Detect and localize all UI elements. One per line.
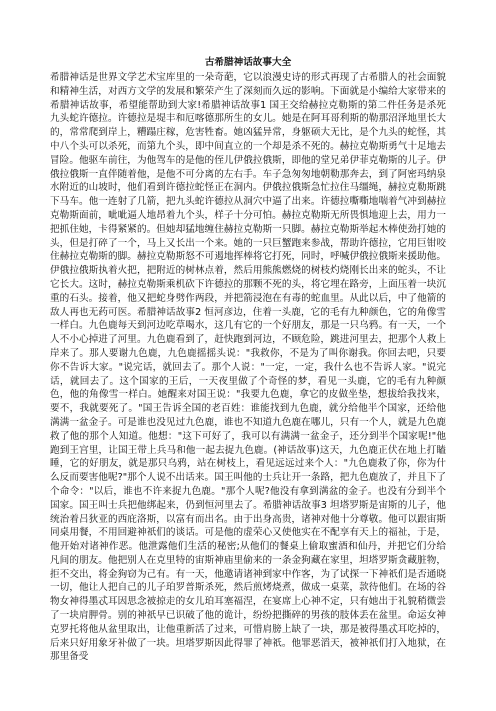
- document-body: 希腊神话是世界文学艺术宝库里的一朵奇葩，它以浪漫史诗的形式再现了古希腊人的社会面貌和精神生活，对西方文学的发展和繁荣产生了深刻而久远的影响。下面就是小编给大家带来的希腊神话故事，希望能帮助到大家!希腊神话故事1 国王交给赫拉克勒斯的第二件任务是杀死九头蛇许德拉。许德拉是堤丰和厄喀德那所生的女儿。她是在阿耳哥利斯的勒那沼泽地里长大的，常常爬到岸上，糟蹋庄稼，危害牲畜。她凶猛异常，身躯硕大无比，是个九头的蛇怪，其中八个头可以杀死，而第九个头，即中间直立的一个却是杀不死的。赫拉克勒斯勇气十足地去冒险。他驱车前往，为他驾车的是他的侄儿伊俄拉俄斯，即他的堂兄弟伊菲克勒斯的儿子。伊俄拉俄斯一直伴随着他，是他不可分离的左右手。车子急匆匆地朝勒那奔去，到了阿密玛纳泉水附近的山坡时，他们看到许德拉蛇怪正在洞内。伊俄拉俄斯急忙拉住马缰绳，赫拉克勒斯跳下马车。他一连射了几箭，把九头蛇许德拉从洞穴中逼了出来。许德拉嘶嘶地喘着气冲到赫拉克勒斯面前，呲呲逼人地昂着九个头，样子十分可怕。赫拉克勒斯无所畏惧地迎上去，用力一把抓住她，卡得紧紧的。但她却猛地缠住赫拉克勒斯一只脚。赫拉克勒斯举起木棒使劲打她的头，但是打碎了一个，马上又长出一个来。她的一只巨蟹跑来参战，帮助许德拉，它用巨钳咬住赫拉克勒斯的脚。赫拉克勒斯怒不可遏地挥棒将它打死，同时，呼喊伊俄拉俄斯来援助他。伊俄拉俄斯执着火把，把附近的树林点着，然后用熊熊燃烧的树枝灼烧刚长出来的蛇头，不让它长大。这时，赫拉克勒斯乘机砍下许德拉的那颗不死的头，将它埋在路旁，上面压着一块沉重的石头。接着，他又把蛇身劈作两段，并把箭浸泡在有毒的蛇血里。从此以后，中了他箭的敌人再也无药可医。希腊神话故事2 恒河彦边，住着一头鹿，它的毛有九种颜色，它的角像雪一样白。九色鹿每天到河边吃草喝水，这几有它的一个好朋友，那是一只乌鸦。有一天，一个人不小心掉进了河里。九色鹿看到了，赶快跑到河边，不顾危险，跳进河里去，把那个人救上岸来了。那人要谢九色鹿，九色鹿摇摇头说："我救你，不是为了叫你谢我。你回去吧，只要你不告诉大家。"说完话，就回去了。那个人说："一定，一定，我什么也不告诉人家。"说完话，就回去了。这个国家的王后，一天夜里做了个奇怪的梦，看见一头鹿，它的毛有九种颜色，他的角像雪一样白。她醒来对国王说："我要九色鹿，拿它的皮做坐垫，想拔给我找来，要不，我就要死了。"国王告诉全国的老百姓：谁能找到九色鹿，就分给他半个国家，还给他满满一盆金子。可是谁也没见过九色鹿，谁也不知道九色鹿在哪儿，只有一个人，就是九色鹿救了他的那个人知道。他想："这下可好了，我可以有满满一盆金子，还分到半个国家呢!"他跑到王宫里，让国王带上兵马和他一起去捉九色鹿。(神话故事)这天，九色鹿正伏在地上打瞌睡，它的好朋友，就是那只乌鸦，站在树枝上，看见远远过来个人："九色鹿救了你，你为什么反而要害他呢?"那个人说不出话来。国王叫他的士兵让开一条路，把九色鹿放了，并且下了个命令："以后，谁也不许来捉九色鹿。"那个人呢?他没有拿到满盆的金子。也没有分到半个国家。国王叫士兵把他绑起来，仍到恒河里去了。希腊神话故事3 坦塔罗斯是宙斯的儿子，他统治着吕狄亚的西庇洛斯，以富有而出名。由于出身高贵，诸神对他十分尊敬。他可以跟宙斯同桌用餐，不用回避神祇们的谈话。可是他的虚荣心又使他实在不配享有天上的福祉，于是，他开始对诸神作恶。他泄露他们生活的秘密;从他们的餐桌上偷取蜜酒和仙丹，并把它们分给凡间的朋友。他把别人在克里特的宙斯神庙里偷来的一条金狗藏在家里，坦塔罗斯贪藏脏物，拒不交出，将金狗窃为己有。有一天，他邀请诸神到家中作客，为了试探一下神祇们是否通晓一切，他让人把自己的儿子珀罗普斯杀死，然后煎烤烧煮，做成一桌菜，款待他们。在场的谷物女神得墨忒耳因思念被掠走的女儿珀耳塞福涅，在宴席上心神不定，只有她出于礼貌稍微尝了一块肩胛骨。别的神祇早已识破了他的诡计，纷纷把撕碎的男孩的肢体丢在盆里。命运女神克罗托将他从盆里取出，让他重新活了过来，可惜肩膀上缺了一块，那是被得墨忒耳吃掉的，后来只好用象牙补做了一块。坦塔罗斯因此得罪了神祇。他罪恶滔天，被神祇们打入地狱，在那里备受: [50, 72, 446, 663]
- document-title: 古希腊神话故事大全: [204, 57, 292, 68]
